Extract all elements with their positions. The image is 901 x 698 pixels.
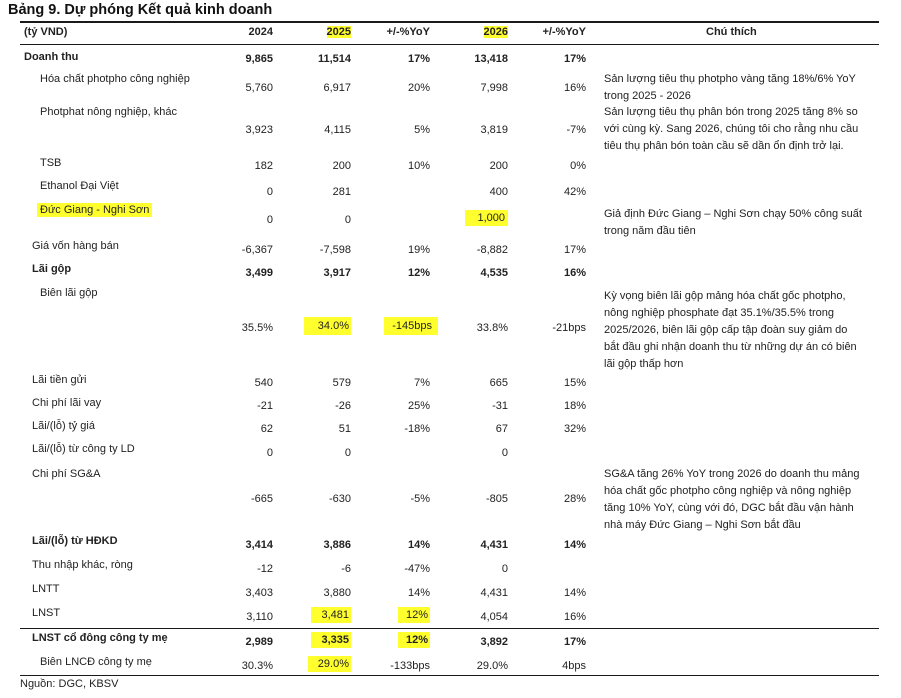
row-label: Hóa chất photpho công nghiệp: [40, 73, 190, 85]
row-label-highlight: Đức Giang - Nghi Sơn: [37, 203, 152, 217]
cell-2026: [440, 212, 508, 224]
cell-yoy-2025: -133bps: [390, 660, 430, 672]
row-label: Lãi/(lỗ) từ công ty LD: [32, 443, 135, 455]
cell-2026: 4,054: [480, 611, 508, 623]
cell-yoy-2026: 28%: [563, 493, 586, 505]
row-label: Lãi tiền gửi: [32, 374, 87, 386]
row-label: LNTT: [32, 583, 60, 595]
cell-yoy-2026: 16%: [563, 611, 586, 623]
source-note: Nguồn: DGC, KBSV: [20, 678, 119, 690]
cell-2025: [280, 320, 351, 332]
cell-2025: -26: [335, 400, 351, 412]
cell-2026-highlight: 1,000: [465, 210, 508, 226]
header-2026: [460, 26, 508, 38]
cell-2026: 67: [495, 423, 508, 435]
cell-yoy-2025: 20%: [407, 82, 430, 94]
row-label: Biên LNCĐ công ty mẹ: [40, 656, 152, 668]
cell-yoy-2025: 5%: [414, 124, 430, 136]
cell-2026: -8,882: [476, 244, 508, 256]
row-divider: [20, 628, 879, 629]
cell-2024: 62: [260, 423, 273, 435]
cell-yoy-2025: 7%: [414, 377, 430, 389]
header-2025: [300, 26, 351, 38]
cell-2026: 33.8%: [476, 322, 508, 334]
cell-yoy-2025: 17%: [407, 53, 430, 65]
row-note: SG&A tăng 26% YoY trong 2026 do doanh thu mảng hóa chất gốc photpho công nghiệp và nông nghiệp tăng 10% YoY, cùng với đó, DGC bắt đầu vận hành nhà máy Đức Giang – Nghi Sơn bắt đầu: [604, 468, 860, 531]
row-label: Lãi gộp: [32, 263, 72, 275]
cell-yoy-2026: 17%: [563, 53, 586, 65]
cell-yoy-2025: 10%: [407, 160, 430, 172]
cell-2024: 3,499: [245, 267, 273, 279]
cell-yoy-2025: 14%: [407, 539, 430, 551]
cell-2026: 200: [489, 160, 508, 172]
cell-2026: 4,431: [480, 587, 508, 599]
cell-yoy-2026: 0%: [570, 160, 586, 172]
row-note: Sản lượng tiêu thụ phân bón trong 2025 tăng 8% so với cùng kỳ. Sang 2026, chúng tôi cho rằng nhu cầu tiêu thụ phân bón toàn cầu sẽ dần ổn định trở lại.: [604, 106, 859, 152]
row-label: Chi phí SG&A: [32, 468, 101, 480]
cell-2025: 200: [332, 160, 351, 172]
cell-2024: 30.3%: [241, 660, 273, 672]
cell-2024: 0: [266, 447, 273, 459]
cell-2025: [280, 634, 351, 646]
cell-yoy-2026: 18%: [563, 400, 586, 412]
cell-2026: 13,418: [474, 53, 508, 65]
cell-yoy-2026: 15%: [563, 377, 586, 389]
cell-2025: [280, 658, 351, 670]
cell-yoy-2025-highlight: -145bps: [384, 317, 438, 335]
cell-2026: 0: [501, 447, 508, 459]
cell-2025: 3,886: [323, 539, 351, 551]
cell-2026: 7,998: [480, 82, 508, 94]
row-label: LNST cổ đông công ty mẹ: [32, 632, 168, 644]
header-2025-value: 2025: [326, 26, 351, 38]
cell-2024: -665: [250, 493, 273, 505]
row-label: TSB: [40, 157, 62, 169]
cell-2024: 3,403: [245, 587, 273, 599]
cell-yoy-2025: -5%: [410, 493, 430, 505]
cell-2025: -7,598: [319, 244, 351, 256]
top-rule: [20, 21, 879, 23]
cell-yoy-2026: 17%: [563, 636, 586, 648]
row-label: Lãi/(lỗ) tỷ giá: [32, 420, 95, 432]
row-label: Doanh thu: [24, 51, 79, 63]
cell-2025-highlight: 34.0%: [304, 317, 351, 335]
cell-2024: 540: [254, 377, 273, 389]
cell-2026: 665: [489, 377, 508, 389]
header-2026-value: 2026: [483, 26, 508, 38]
row-label: Lãi/(lỗ) từ HĐKD: [32, 535, 118, 547]
cell-2026: 3,819: [480, 124, 508, 136]
cell-yoy-2026: 16%: [563, 82, 586, 94]
cell-2025: 0: [344, 447, 351, 459]
cell-2025-highlight: 29.0%: [308, 656, 351, 672]
cell-2025: -6: [341, 563, 351, 575]
cell-yoy-2025-highlight: 12%: [398, 632, 430, 648]
cell-2024: 3,923: [245, 124, 273, 136]
cell-2024: 9,865: [245, 53, 273, 65]
cell-2025: 4,115: [324, 124, 351, 136]
cell-yoy-2025: 14%: [407, 587, 430, 599]
row-label: Chi phí lãi vay: [32, 397, 102, 409]
row-note: Giả định Đức Giang – Nghi Sơn chạy 50% công suất trong năm đầu tiên: [604, 208, 862, 237]
cell-2025-highlight: 3,481: [311, 607, 351, 623]
row-label: Photphat nông nghiệp, khác: [40, 106, 178, 118]
cell-2026: -805: [485, 493, 508, 505]
row-label: [37, 204, 152, 216]
header-rule: [20, 44, 879, 45]
cell-yoy-2025: [360, 634, 430, 646]
cell-2024: -12: [257, 563, 273, 575]
header-note: Chú thích: [706, 26, 757, 38]
cell-2025: 0: [344, 214, 351, 226]
cell-yoy-2025: [360, 320, 438, 332]
row-note: Sản lượng tiêu thụ photpho vàng tăng 18%/6% YoY trong 2025 - 2026: [604, 73, 856, 102]
cell-2024: 182: [254, 160, 273, 172]
cell-2026: 4,431: [480, 539, 508, 551]
cell-2024: 0: [266, 186, 273, 198]
cell-2024: 5,760: [245, 82, 273, 94]
cell-yoy-2026: 32%: [563, 423, 586, 435]
cell-yoy-2025: 25%: [407, 400, 430, 412]
cell-yoy-2025: 19%: [407, 244, 430, 256]
cell-yoy-2026: 14%: [563, 539, 586, 551]
cell-yoy-2025: -18%: [404, 423, 430, 435]
cell-2024: 0: [266, 214, 273, 226]
cell-yoy-2026: 4bps: [562, 660, 586, 672]
cell-yoy-2026: 17%: [563, 244, 586, 256]
row-note: Kỳ vọng biên lãi gộp mảng hóa chất gốc photpho, nông nghiệp phosphate đạt 35.1%/35.5% trong 2025/2026, biên lãi gộp cấp tập đoàn suy giảm do bắt đầu ghi nhận doanh thu từ những dự án có biên lãi gộp thấp hơn: [604, 290, 857, 370]
cell-yoy-2026: 42%: [563, 186, 586, 198]
cell-2025: -630: [328, 493, 351, 505]
cell-2026: 29.0%: [476, 660, 508, 672]
bottom-rule: [20, 675, 879, 676]
cell-yoy-2025: 12%: [407, 267, 430, 279]
cell-2025: 11,514: [317, 53, 351, 65]
cell-2026: -31: [492, 400, 508, 412]
cell-2024: 35.5%: [241, 322, 273, 334]
cell-2026: 0: [501, 563, 508, 575]
header-unit: (tỷ VND): [24, 26, 68, 38]
header-yoy-2026: +/-%YoY: [542, 26, 586, 38]
cell-2026: 4,535: [480, 267, 508, 279]
header-yoy-2025: +/-%YoY: [386, 26, 430, 38]
cell-yoy-2026: 14%: [563, 587, 586, 599]
table-title: Bảng 9. Dự phóng Kết quả kinh doanh: [8, 2, 273, 18]
row-label: Giá vốn hàng bán: [32, 240, 119, 252]
cell-yoy-2025-highlight: 12%: [398, 607, 430, 623]
cell-2025: 579: [332, 377, 351, 389]
cell-2024: 3,414: [245, 539, 273, 551]
header-2024: 2024: [248, 26, 273, 38]
cell-2025-highlight: 3,335: [311, 632, 351, 648]
cell-2026: 400: [489, 186, 508, 198]
cell-2025: 51: [338, 423, 351, 435]
cell-2025: [280, 609, 351, 621]
cell-yoy-2026: -7%: [566, 124, 586, 136]
cell-yoy-2025: [360, 609, 430, 621]
cell-2026: 3,892: [480, 636, 508, 648]
cell-2024: -21: [257, 400, 273, 412]
row-label: Biên lãi gộp: [40, 287, 98, 299]
cell-yoy-2026: 16%: [563, 267, 586, 279]
cell-yoy-2025: -47%: [404, 563, 430, 575]
cell-2024: 3,110: [246, 611, 273, 623]
cell-2024: 2,989: [245, 636, 273, 648]
cell-2025: 281: [332, 186, 351, 198]
row-label: Thu nhập khác, ròng: [32, 559, 133, 571]
cell-2025: 3,880: [323, 587, 351, 599]
row-label: Ethanol Đại Việt: [40, 180, 119, 192]
cell-2025: 3,917: [323, 267, 351, 279]
cell-2024: -6,367: [241, 244, 273, 256]
row-label: LNST: [32, 607, 61, 619]
cell-yoy-2026: -21bps: [552, 322, 586, 334]
cell-2025: 6,917: [323, 82, 351, 94]
